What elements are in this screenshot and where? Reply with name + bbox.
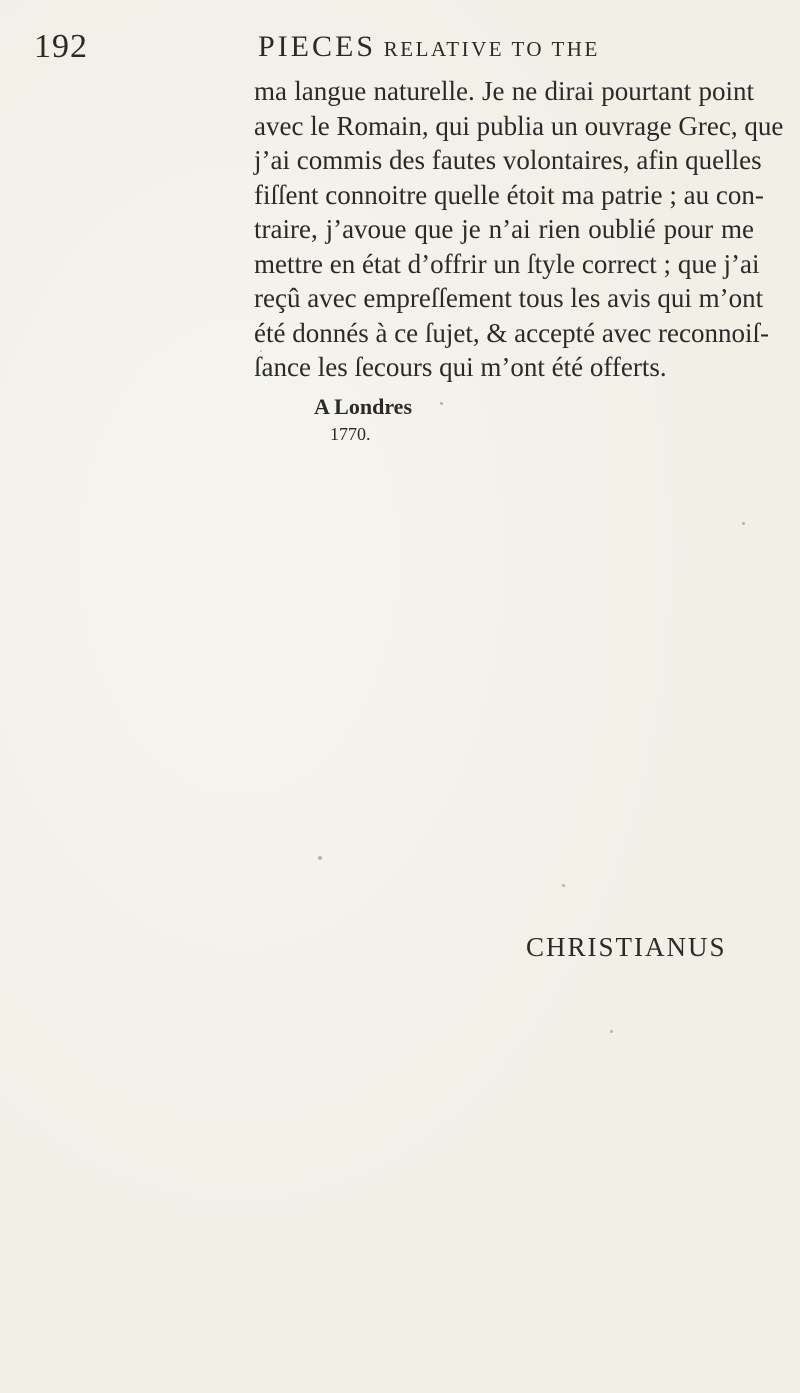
body-line: j’ai commis des fautes volontaires, afin quelles: [254, 145, 762, 175]
paper-speck: [562, 884, 565, 887]
paper-speck: [318, 856, 322, 860]
running-head-main: PIECES: [258, 30, 377, 63]
body-line: reçû avec empreſſement tous les avis qui m’ont: [254, 283, 764, 313]
page-number: 192: [34, 28, 88, 65]
body-line: été donnés à ce ſujet, & accepté avec reconnoiſ-: [254, 317, 769, 348]
body-paragraph: [254, 74, 784, 385]
running-head-rest: RELATIVE TO THE: [376, 37, 600, 61]
body-line: fiſſent connoitre quelle étoit ma patrie ; au con-: [254, 179, 764, 210]
body-line: ſance les ſecours qui m’ont été offerts.: [254, 352, 667, 382]
paper-speck: [260, 350, 262, 352]
paper-speck: [440, 402, 443, 405]
date-line: 1770.: [330, 424, 371, 444]
body-line: mettre en état d’offrir un ſtyle correct ; que j’ai: [254, 248, 760, 279]
body-line: traire, j’avoue que je n’ai rien oublié pour me: [254, 214, 754, 244]
running-head: [258, 30, 600, 64]
signature: CHRISTIANUS: [526, 932, 727, 962]
place-line: A Londres: [314, 394, 413, 419]
body-line: ma langue naturelle. Je ne dirai pourtant point: [254, 76, 754, 106]
paper-speck: [742, 522, 745, 525]
paper-speck: [610, 1030, 613, 1033]
body-line: avec le Romain, qui publia un ouvrage Grec, que: [254, 110, 784, 141]
